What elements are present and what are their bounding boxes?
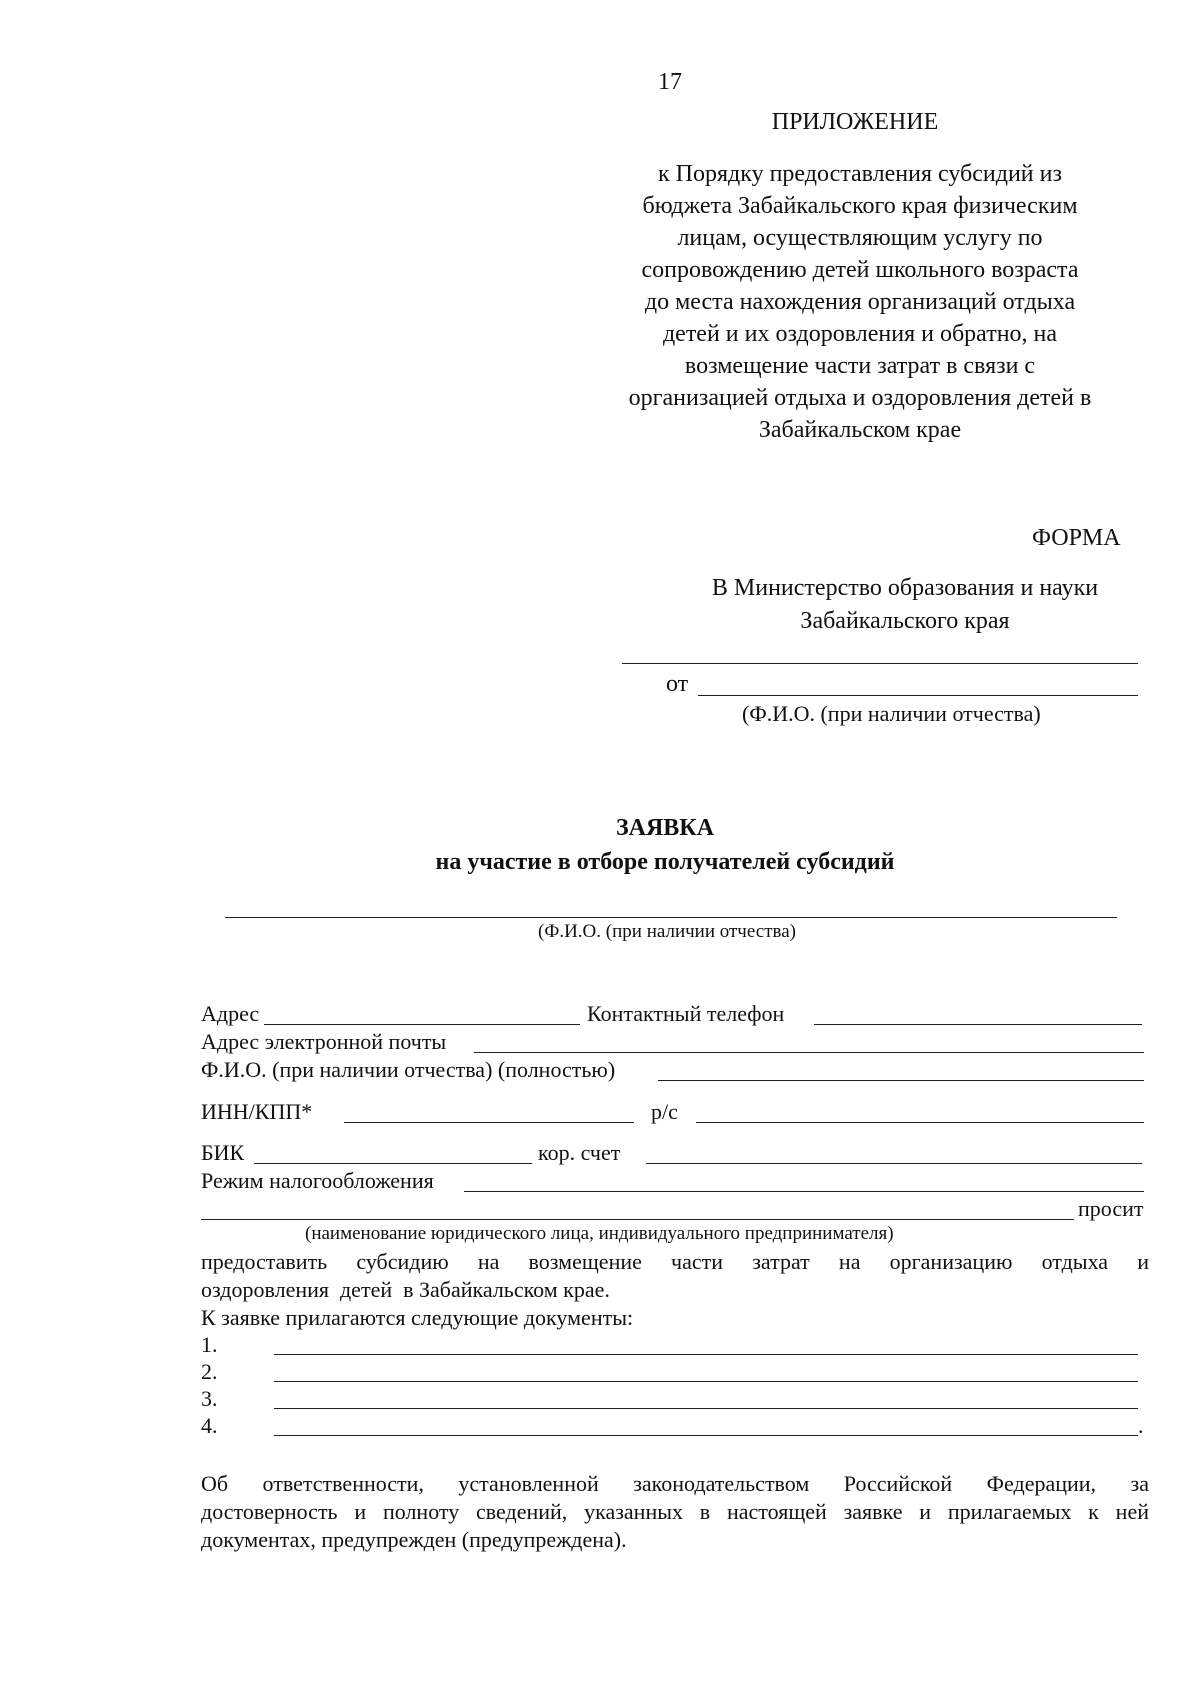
requests-label: просит <box>1078 1196 1144 1221</box>
appendix-line: бюджета Забайкальского края физическим <box>642 193 1078 219</box>
attachments-intro: К заявке прилагаются следующие документы: <box>201 1305 634 1330</box>
applicant-fio-hint: (Ф.И.О. (при наличии отчества) <box>538 921 796 942</box>
tax-regime-label: Режим налогообложения <box>201 1168 434 1193</box>
attachment-field[interactable] <box>274 1354 1138 1355</box>
attachment-field[interactable] <box>274 1435 1138 1436</box>
addressee-line-1: В Министерство образования и науки <box>711 575 1099 601</box>
bik-label: БИК <box>201 1140 245 1165</box>
tax-regime-field[interactable] <box>464 1191 1144 1192</box>
attachment-field[interactable] <box>274 1408 1138 1409</box>
appendix-line: к Порядку предоставления субсидий из <box>658 161 1062 187</box>
appendix-line: возмещение части затрат в связи с <box>684 353 1036 379</box>
email-label: Адрес электронной почты <box>201 1029 447 1054</box>
phone-field[interactable] <box>814 1024 1142 1025</box>
full-fio-field[interactable] <box>658 1080 1144 1081</box>
from-name-field[interactable] <box>698 695 1138 696</box>
document-title: ЗАЯВКА <box>615 815 715 841</box>
responsibility-line-2: достоверность и полноту сведений, указанных в настоящей заявке и прилагаемых к ней <box>201 1499 1149 1524</box>
account-field[interactable] <box>696 1122 1144 1123</box>
appendix-line: организацией отдыха и оздоровления детей в <box>628 385 1092 411</box>
addressee-line-2: Забайкальского края <box>800 608 1010 634</box>
responsibility-line-3: документах, предупрежден (предупреждена). <box>201 1527 627 1552</box>
phone-label: Контактный телефон <box>587 1001 785 1026</box>
entity-name-field[interactable] <box>201 1219 1074 1220</box>
list-end-dot: . <box>1138 1413 1144 1438</box>
inn-kpp-field[interactable] <box>344 1122 634 1123</box>
document-subtitle: на участие в отборе получателей субсидий <box>435 849 895 875</box>
entity-hint: (наименование юридического лица, индивидуального предпринимателя) <box>305 1223 894 1244</box>
attachment-field[interactable] <box>274 1381 1138 1382</box>
responsibility-line-1: Об ответственности, установленной законодательством Российской Федерации, за <box>201 1471 1149 1496</box>
attachment-number: 2. <box>201 1359 218 1384</box>
address-field[interactable] <box>264 1024 580 1025</box>
inn-kpp-label: ИНН/КПП* <box>201 1099 313 1124</box>
appendix-title: ПРИЛОЖЕНИЕ <box>771 109 939 135</box>
appendix-line: лицам, осуществляющим услугу по <box>677 225 1043 251</box>
account-label: р/с <box>651 1099 678 1124</box>
attachment-number: 3. <box>201 1386 218 1411</box>
request-paragraph-line-1: предоставить субсидию на возмещение части затрат на организацию отдыха и <box>201 1249 1149 1274</box>
bik-field[interactable] <box>254 1163 532 1164</box>
appendix-line: сопровождению детей школьного возраста <box>641 257 1079 283</box>
applicant-fio-field[interactable] <box>225 917 1117 918</box>
attachment-number: 1. <box>201 1332 218 1357</box>
request-paragraph-line-2: оздоровления детей в Забайкальском крае. <box>201 1277 610 1302</box>
form-label: ФОРМА <box>1032 525 1121 551</box>
email-field[interactable] <box>474 1052 1144 1053</box>
addressee-blank-line[interactable] <box>622 663 1138 664</box>
appendix-text <box>560 158 1160 446</box>
attachment-number: 4. <box>201 1413 218 1438</box>
addressee-fio-hint: (Ф.И.О. (при наличии отчества) <box>742 701 1041 726</box>
corr-account-field[interactable] <box>646 1163 1142 1164</box>
appendix-line: до места нахождения организаций отдыха <box>644 289 1076 315</box>
appendix-line: Забайкальском крае <box>758 417 962 443</box>
full-fio-label: Ф.И.О. (при наличии отчества) (полностью) <box>201 1057 616 1082</box>
from-label: от <box>666 671 689 697</box>
address-label: Адрес <box>201 1001 260 1026</box>
appendix-line: детей и их оздоровления и обратно, на <box>662 321 1058 347</box>
page-number: 17 <box>658 69 682 95</box>
corr-account-label: кор. счет <box>538 1140 621 1165</box>
